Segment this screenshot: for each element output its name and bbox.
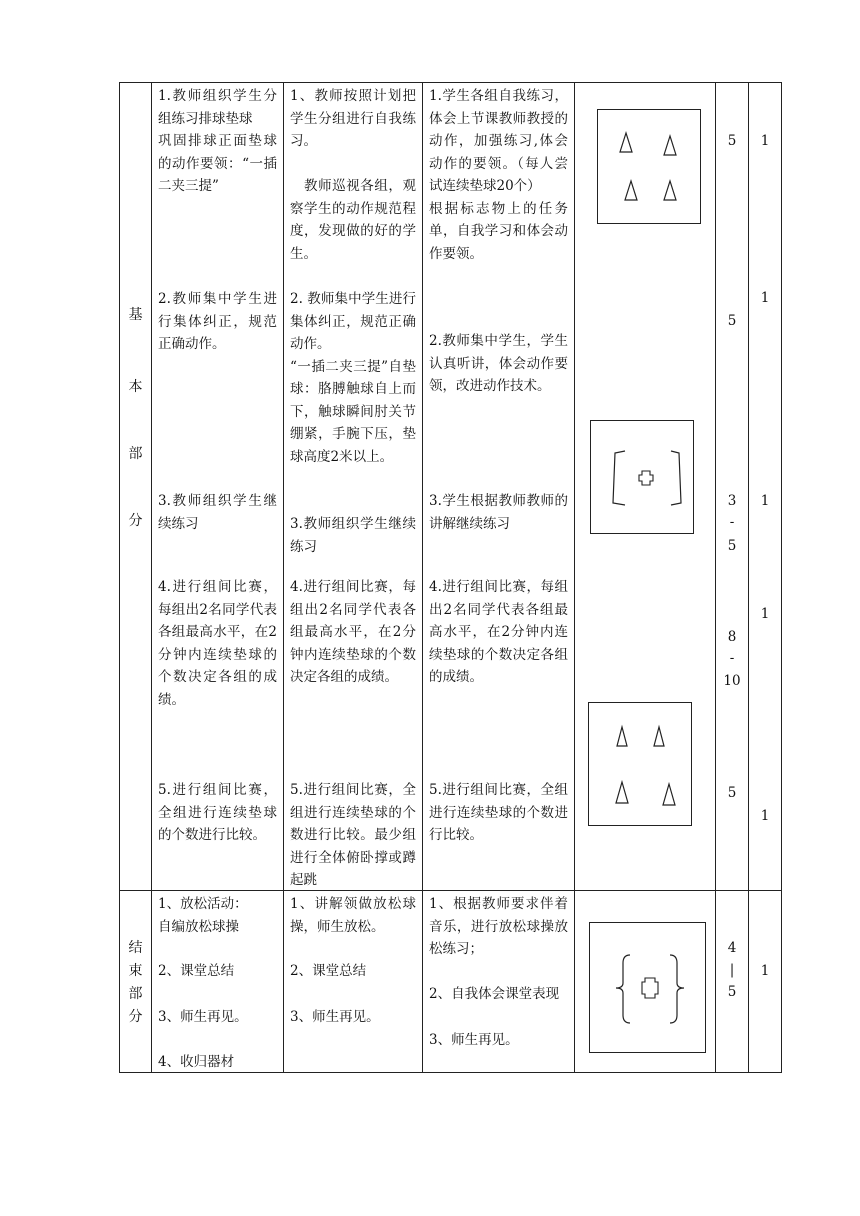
- cone-icon: [625, 181, 637, 200]
- section-label-char: 部: [128, 446, 143, 462]
- method-step-5: 5.进行组间比赛，全组进行连续垫球的个数进行比较。最少组进行全体俯卧撑或蹲起跳: [290, 782, 416, 888]
- end-step: 2、课堂总结: [158, 963, 235, 979]
- end-student-step: 2、自我体会课堂表现: [429, 986, 560, 1002]
- time-value: 5: [727, 538, 737, 554]
- end-time-cell: [716, 891, 749, 1073]
- end-section-row: [120, 891, 782, 1073]
- student-step-4: 4.进行组间比赛，每组出2名同学代表各组最高水平，在2分钟内连续垫球的个数决定各组的成绩。: [429, 579, 568, 685]
- time-value: 5: [727, 984, 737, 1000]
- time-value: 5: [727, 313, 737, 329]
- section-label-char: 部: [128, 986, 143, 1002]
- four-cones-formation-diagram-1: [597, 109, 701, 224]
- section-label-char: 分: [128, 513, 143, 529]
- student-activity-cell: [423, 83, 575, 891]
- student-step-1: 1.学生各组自我练习，体会上节课教师教授的动作，加强练习,体会动作的要领。（每人尝试连续垫球20个） 根据标志物上的任务单，自我学习和体会动作要领。: [429, 88, 568, 262]
- end-student-step: 3、师生再见。: [429, 1032, 519, 1048]
- bracket-center-formation-diagram: [590, 420, 694, 534]
- student-step-3: 3.学生根据教师教师的讲解继续练习: [429, 493, 568, 532]
- end-student-activity-cell: [423, 891, 575, 1073]
- count-value: 1: [760, 808, 770, 824]
- method-step-4: 4.进行组间比赛，每组出2名同学代表各组最高水平，在2分钟内连续垫球的个数决定各组的成绩。: [290, 579, 416, 685]
- left-bracket-icon: [613, 451, 625, 505]
- right-bracket-icon: [671, 451, 681, 505]
- time-value: 8: [727, 629, 737, 645]
- section-label-char: 基: [128, 307, 143, 323]
- teacher-method-cell: [284, 83, 423, 891]
- basic-section-row: [120, 83, 782, 891]
- time-value: -: [729, 514, 735, 530]
- count-value: 1: [760, 133, 770, 149]
- center-ball-icon: [639, 471, 653, 485]
- end-teacher-activity-cell: [152, 891, 284, 1073]
- teacher-step-2: 2.教师集中学生进行集体纠正，规范正确动作。: [158, 291, 277, 352]
- teacher-step-3: 3.教师组织学生继续练习: [158, 493, 277, 532]
- count-value: 1: [760, 493, 770, 509]
- method-step-1b: 教师巡视各组，观察学生的动作规范程度，发现做的好的学生。: [290, 178, 416, 262]
- count-cell: [749, 83, 782, 891]
- end-method-step: 2、课堂总结: [290, 963, 367, 979]
- basic-section-label-cell: [120, 83, 152, 891]
- time-value: 5: [727, 785, 737, 801]
- count-value: 1: [760, 963, 770, 979]
- end-step: 4、收归器材: [158, 1054, 235, 1070]
- cone-icon: [663, 784, 675, 805]
- teacher-activity-cell: [152, 83, 284, 891]
- time-value: 5: [727, 133, 737, 149]
- cone-icon: [654, 727, 664, 746]
- cone-icon: [617, 727, 627, 746]
- end-count-cell: [749, 891, 782, 1073]
- teacher-step-4: 4.进行组间比赛，每组出2名同学代表各组最高水平，在2分钟内连续垫球的个数决定各组的成绩。: [158, 579, 277, 708]
- cone-icon: [620, 133, 632, 152]
- method-step-1: 1、教师按照计划把学生分组进行自我练习。: [290, 88, 416, 149]
- count-value: 1: [760, 606, 770, 622]
- end-section-label-cell: [120, 891, 152, 1073]
- right-brace-icon: [670, 955, 684, 1023]
- time-value: -: [729, 650, 735, 666]
- brace-center-formation-diagram: [589, 922, 706, 1053]
- section-label-char: 本: [128, 379, 143, 395]
- time-value: 4: [727, 940, 737, 956]
- end-organization-diagram-cell: [575, 891, 716, 1073]
- student-step-2: 2.教师集中学生，学生认真听讲，体会动作要领，改进动作技术。: [429, 333, 568, 394]
- lesson-plan-table: [119, 82, 782, 1073]
- end-step: 1、放松活动： 自编放松球操: [158, 896, 248, 935]
- time-value: |: [729, 962, 735, 978]
- end-method-step: 1、讲解领做放松球操，师生放松。: [290, 896, 416, 935]
- end-method-step: 3、师生再见。: [290, 1009, 380, 1025]
- teacher-step-5: 5.进行组间比赛，全组进行连续垫球的个数进行比较。: [158, 782, 277, 843]
- section-label-char: 分: [128, 1009, 143, 1025]
- time-value: 3: [727, 493, 737, 509]
- end-step: 3、师生再见。: [158, 1009, 248, 1025]
- left-brace-icon: [616, 955, 630, 1023]
- student-step-5: 5.进行组间比赛，全组进行连续垫球的个数进行比较。: [429, 782, 568, 843]
- method-step-2: 2. 教师集中学生进行集体纠正，规范正确动作。 “一插二夹三提”自垫球：胳膊触球自上而下，触球瞬间肘关节绷紧，手腕下压，垫球高度2米以上。: [290, 291, 416, 465]
- time-cell: [716, 83, 749, 891]
- center-ball-icon: [642, 978, 658, 998]
- teacher-step-1: 1.教师组织学生分组练习排球垫球 巩固排球正面垫球的动作要领：“一插二夹三提”: [158, 88, 277, 194]
- cone-icon: [664, 136, 676, 155]
- time-value: 10: [723, 673, 741, 689]
- section-label-char: 束: [128, 963, 143, 979]
- end-student-step: 1、根据教师要求伴着音乐，进行放松球操放松练习；: [429, 896, 568, 957]
- end-teacher-method-cell: [284, 891, 423, 1073]
- section-label-char: 结: [128, 940, 143, 956]
- cone-icon: [616, 782, 628, 803]
- organization-diagram-cell: [575, 83, 716, 891]
- count-value: 1: [760, 290, 770, 306]
- four-cones-formation-diagram-2: [588, 702, 692, 826]
- cone-icon: [664, 181, 676, 200]
- method-step-3: 3.教师组织学生继续练习: [290, 516, 416, 555]
